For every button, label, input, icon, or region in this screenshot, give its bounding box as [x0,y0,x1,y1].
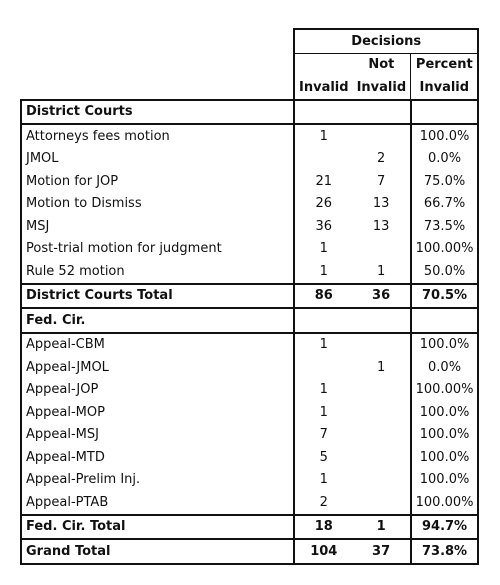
total-row [21,284,478,309]
invalid-count: 1 [294,124,353,148]
grand-total-row [21,539,478,564]
not-invalid-count: 36 [353,284,411,309]
section-empty-cell [294,308,353,333]
not-invalid-count [353,446,411,469]
table-row [21,356,478,379]
not-invalid-count [353,124,411,148]
section-header-row [21,100,478,125]
percent-invalid: 100.00% [411,379,479,402]
col-invalid-header-top [294,53,353,76]
table-row [21,238,478,261]
not-invalid-count: 13 [372,218,390,234]
row-label: Appeal-MOP [21,401,294,424]
row-label: Appeal-CBM [21,333,294,357]
invalid-count: 1 [294,333,353,357]
section-empty-cell [294,100,353,125]
not-invalid-count: 2 [376,151,386,167]
section-empty-cell [411,308,479,333]
header-row-bottom [21,76,478,100]
not-invalid-count [353,424,411,447]
invalid-count: 18 [294,515,353,540]
not-invalid-count [353,333,411,357]
invalid-count: 2 [294,491,353,515]
row-label: Post-trial motion for judgment [21,238,294,261]
decisions-table [20,28,479,565]
not-invalid-count [353,238,411,261]
table-row [21,401,478,424]
header-row-top [21,53,478,76]
table-body [21,29,478,564]
invalid-count: 26 [294,193,353,216]
invalid-count [294,148,353,171]
percent-invalid: 66.7% [411,193,479,216]
table-row [21,424,478,447]
table-row [21,193,478,216]
row-label: District Courts Total [21,284,294,309]
percent-invalid: 94.7% [411,515,479,540]
percent-invalid: 100.0% [411,401,479,424]
table-row [21,379,478,402]
percent-invalid: 100.0% [411,469,479,492]
percent-invalid: 100.0% [411,124,479,148]
not-invalid-count: 13 [372,196,390,212]
col-not-invalid-header-top: Not [368,57,395,73]
invalid-count: 104 [294,539,353,564]
invalid-count: 1 [294,238,353,261]
header-row-group [21,29,478,53]
invalid-count [294,356,353,379]
header-empty-cell [21,76,294,100]
table-row [21,446,478,469]
row-label: Appeal-Prelim Inj. [21,469,294,492]
decisions-header: Decisions [294,29,478,53]
col-percent-header: Invalid [411,76,479,100]
row-label: Rule 52 motion [21,260,294,284]
invalid-count: 1 [294,379,353,402]
percent-invalid: 100.00% [411,491,479,515]
invalid-count: 7 [294,424,353,447]
invalid-count: 1 [294,401,353,424]
table-row [21,170,478,193]
table-row [21,148,478,171]
invalid-count: 1 [294,469,353,492]
row-label: MSJ [21,215,294,238]
col-invalid-header: Invalid [294,76,353,100]
section-empty-cell [353,100,411,125]
table-row [21,124,478,148]
section-label: District Courts [21,100,294,125]
percent-invalid: 0.0% [411,148,479,171]
col-percent-header-top: Percent [411,53,479,76]
table-row [21,333,478,357]
percent-invalid: 100.0% [411,333,479,357]
not-invalid-count: 1 [353,515,411,540]
row-label: Motion for JOP [21,170,294,193]
col-not-invalid-header: Invalid [353,76,411,100]
invalid-count: 36 [294,215,353,238]
header-empty-cell [21,53,294,76]
percent-invalid: 100.00% [411,238,479,261]
row-label: JMOL [21,148,294,171]
row-label: Motion to Dismiss [21,193,294,216]
percent-invalid: 75.0% [411,170,479,193]
not-invalid-count: 1 [376,263,386,279]
invalid-count: 21 [294,170,353,193]
percent-invalid: 0.0% [411,356,479,379]
invalid-count: 1 [294,260,353,284]
not-invalid-count [353,469,411,492]
table-row [21,215,478,238]
row-label: Fed. Cir. Total [21,515,294,540]
row-label: Attorneys fees motion [21,124,294,148]
total-row [21,515,478,540]
not-invalid-count: 1 [376,359,386,375]
row-label: Appeal-PTAB [21,491,294,515]
percent-invalid: 50.0% [411,260,479,284]
row-label: Grand Total [21,539,294,564]
not-invalid-count [353,379,411,402]
percent-invalid: 100.0% [411,446,479,469]
not-invalid-count: 37 [353,539,411,564]
row-label: Appeal-MSJ [21,424,294,447]
row-label: Appeal-JMOL [21,356,294,379]
section-label: Fed. Cir. [21,308,294,333]
table-row [21,469,478,492]
table-row [21,260,478,284]
section-empty-cell [353,308,411,333]
not-invalid-count [353,401,411,424]
row-label: Appeal-MTD [21,446,294,469]
percent-invalid: 73.5% [411,215,479,238]
row-label: Appeal-JOP [21,379,294,402]
percent-invalid: 70.5% [411,284,479,309]
invalid-count: 86 [294,284,353,309]
percent-invalid: 73.8% [411,539,479,564]
table-row [21,491,478,515]
not-invalid-count [353,491,411,515]
header-empty-cell [21,29,294,53]
percent-invalid: 100.0% [411,424,479,447]
invalid-count: 5 [294,446,353,469]
section-empty-cell [411,100,479,125]
not-invalid-count: 7 [376,173,386,189]
section-header-row [21,308,478,333]
